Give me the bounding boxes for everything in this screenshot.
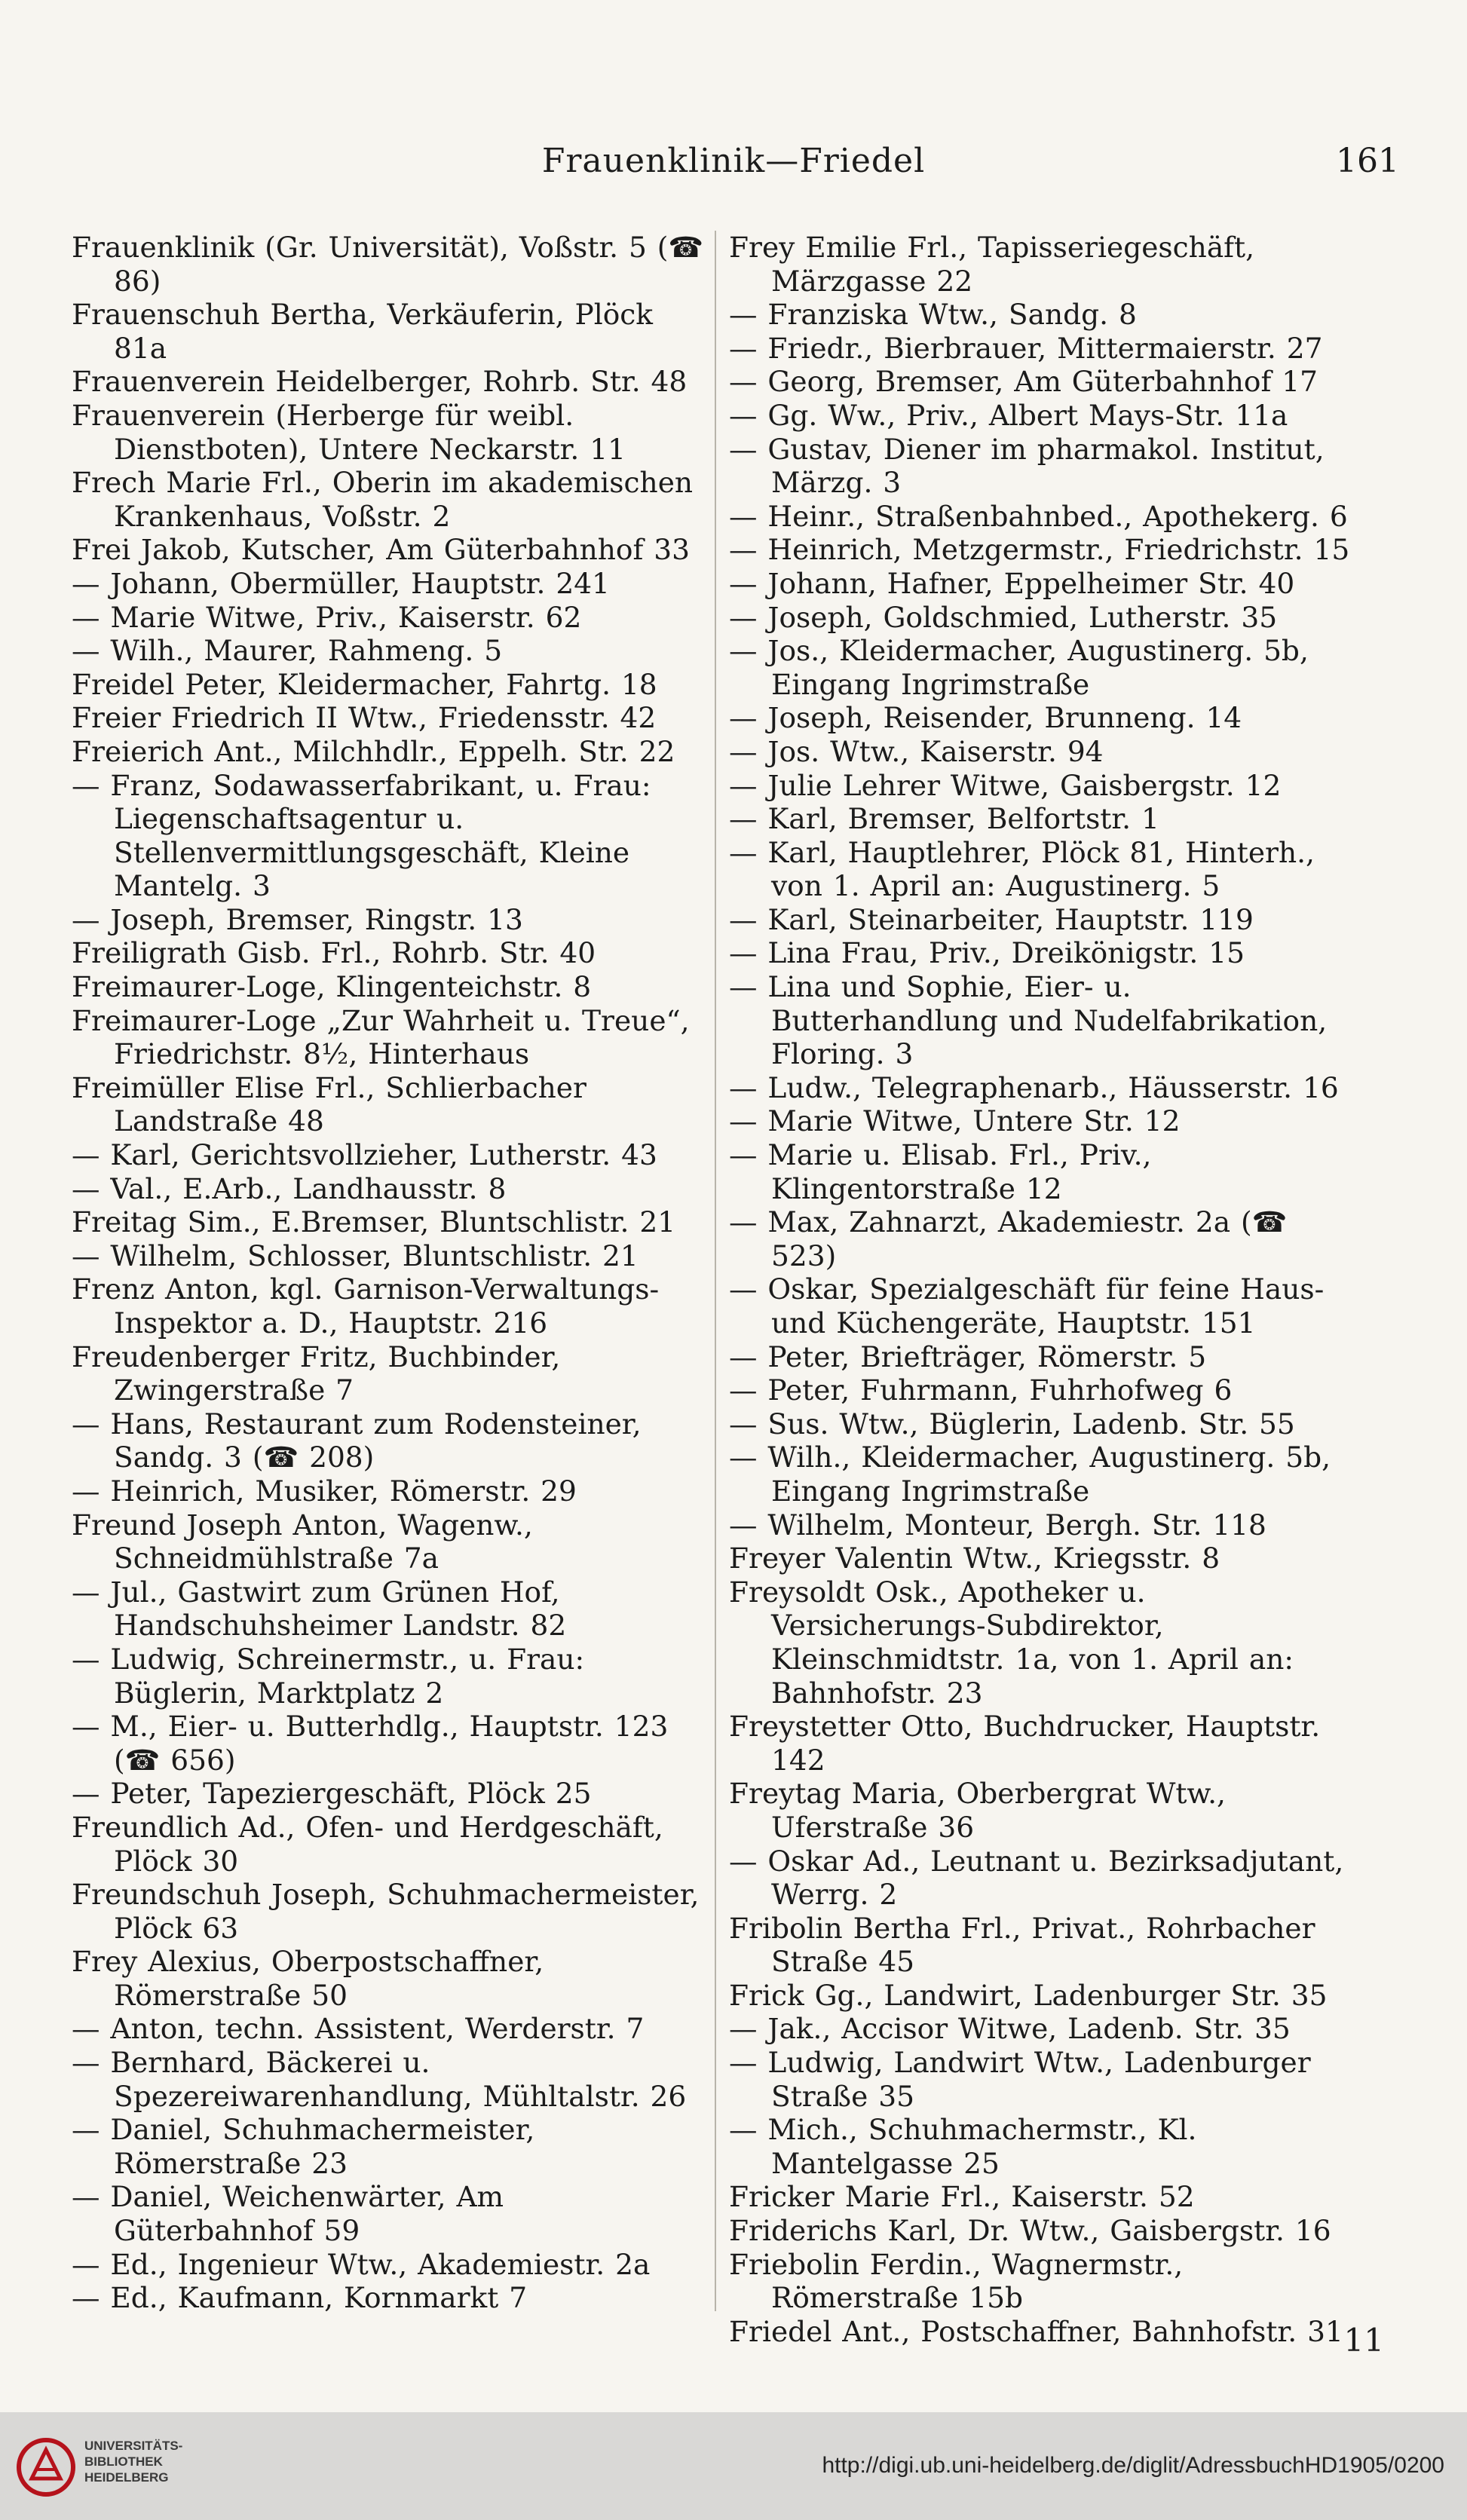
directory-entry: — Heinrich, Musiker, Römerstr. 29 bbox=[72, 1474, 577, 1508]
directory-entry: Freiligrath Gisb. Frl., Rohrb. Str. 40 bbox=[72, 936, 596, 970]
directory-entry: Freimüller Elise Frl., Schlierbacher Landstraße 48 bbox=[72, 1070, 586, 1138]
directory-entry: Frenz Anton, kgl. Garnison-Verwaltungs-Inspektor a. D., Hauptstr. 216 bbox=[72, 1272, 660, 1340]
column-divider bbox=[715, 231, 716, 2311]
directory-entry: — Ludwig, Landwirt Wtw., Ladenburger Straße 35 bbox=[729, 2046, 1311, 2113]
page-title: Frauenklinik—Friedel bbox=[541, 142, 926, 180]
directory-entry: Frauenklinik (Gr. Universität), Voßstr. 5 (☎ 86) bbox=[72, 231, 704, 298]
directory-entry: — Peter, Tapeziergeschäft, Plöck 25 bbox=[72, 1777, 592, 1811]
directory-entry: — Georg, Bremser, Am Güterbahnhof 17 bbox=[729, 365, 1318, 399]
directory-entry: — Joseph, Bremser, Ringstr. 13 bbox=[72, 902, 523, 936]
directory-entry: Freierich Ant., Milchhdlr., Eppelh. Str. 22 bbox=[72, 734, 675, 768]
library-name-line: UNIVERSITÄTS- bbox=[84, 2439, 183, 2453]
directory-entry: — Sus. Wtw., Büglerin, Ladenb. Str. 55 bbox=[729, 1407, 1295, 1441]
directory-entry: — Mich., Schuhmachermstr., Kl. Mantelgasse 25 bbox=[729, 2113, 1197, 2180]
directory-entry: — Karl, Hauptlehrer, Plöck 81, Hinterh., von 1. April an: Augustinerg. 5 bbox=[729, 835, 1315, 903]
directory-entry: Friebolin Ferdin., Wagnermstr., Römerstraße 15b bbox=[729, 2247, 1184, 2315]
directory-entry: — Friedr., Bierbrauer, Mittermaierstr. 27 bbox=[729, 331, 1323, 365]
directory-entry: — Marie u. Elisab. Frl., Priv., Klingentorstraße 12 bbox=[729, 1138, 1152, 1205]
page-number: 161 bbox=[1336, 142, 1399, 180]
directory-entry: — Max, Zahnarzt, Akademiestr. 2a (☎ 523) bbox=[729, 1205, 1288, 1272]
directory-entry: — Hans, Restaurant zum Rodensteiner, Sandg. 3 (☎ 208) bbox=[72, 1407, 642, 1474]
directory-entry: Frauenverein (Herberge für weibl. Dienstboten), Untere Neckarstr. 11 bbox=[72, 398, 626, 466]
directory-entry: — Peter, Fuhrmann, Fuhrhofweg 6 bbox=[729, 1373, 1233, 1407]
directory-entry: Freimaurer-Loge „Zur Wahrheit u. Treue“, Friedrichstr. 8½, Hinterhaus bbox=[72, 1003, 690, 1071]
directory-entry: Fricker Marie Frl., Kaiserstr. 52 bbox=[729, 2180, 1195, 2214]
directory-entry: Frauenverein Heidelberger, Rohrb. Str. 48 bbox=[72, 365, 688, 399]
directory-entry: Freytag Maria, Oberbergrat Wtw., Uferstraße 36 bbox=[729, 1777, 1226, 1844]
directory-entry: Frey Emilie Frl., Tapisseriegeschäft, Märzgasse 22 bbox=[729, 231, 1255, 298]
running-head bbox=[68, 142, 1399, 187]
directory-entry: Frech Marie Frl., Oberin im akademischen Krankenhaus, Voßstr. 2 bbox=[72, 466, 694, 533]
directory-entry: — Lina Frau, Priv., Dreikönigstr. 15 bbox=[729, 936, 1245, 970]
directory-entry: Freidel Peter, Kleidermacher, Fahrtg. 18 bbox=[72, 667, 657, 701]
directory-entry: — Daniel, Schuhmachermeister, Römerstraße 23 bbox=[72, 2113, 535, 2180]
directory-entry: — Ludwig, Schreinermstr., u. Frau: Büglerin, Marktplatz 2 bbox=[72, 1642, 585, 1710]
university-library-logo-icon bbox=[15, 2433, 77, 2501]
directory-entry: Frauenschuh Bertha, Verkäuferin, Plöck 81a bbox=[72, 298, 654, 365]
directory-entry: — Franz, Sodawasserfabrikant, u. Frau: Liegenschaftsagentur u. Stellenvermittlungsgeschäft, Kleine Mantelg. 3 bbox=[72, 768, 651, 903]
directory-entry: — Oskar, Spezialgeschäft für feine Haus- und Küchengeräte, Hauptstr. 151 bbox=[729, 1272, 1325, 1340]
directory-entry: — Franziska Wtw., Sandg. 8 bbox=[729, 298, 1137, 332]
directory-entry: Fribolin Bertha Frl., Privat., Rohrbacher Straße 45 bbox=[729, 1911, 1315, 1979]
directory-entry: — Ed., Ingenieur Wtw., Akademiestr. 2a bbox=[72, 2247, 651, 2281]
directory-entry: — Oskar Ad., Leutnant u. Bezirksadjutant, Werrg. 2 bbox=[729, 1844, 1344, 1912]
directory-entry: — Jos., Kleidermacher, Augustinerg. 5b, Eingang Ingrimstraße bbox=[729, 634, 1309, 701]
directory-entry: — Karl, Bremser, Belfortstr. 1 bbox=[729, 802, 1159, 836]
library-name-line: BIBLIOTHEK bbox=[84, 2454, 163, 2469]
directory-entry: — Marie Witwe, Priv., Kaiserstr. 62 bbox=[72, 600, 582, 634]
directory-entry: — Heinr., Straßenbahnbed., Apothekerg. 6 bbox=[729, 499, 1348, 533]
directory-entry: — Heinrich, Metzgermstr., Friedrichstr. 15 bbox=[729, 533, 1350, 567]
directory-entry: Frey Alexius, Oberpostschaffner, Römerstraße 50 bbox=[72, 1945, 544, 2012]
directory-entry: — Jak., Accisor Witwe, Ladenb. Str. 35 bbox=[729, 2012, 1291, 2046]
directory-entry: — Bernhard, Bäckerei u. Spezereiwarenhandlung, Mühltalstr. 26 bbox=[72, 2046, 687, 2113]
directory-entry: Freier Friedrich II Wtw., Friedensstr. 42 bbox=[72, 701, 657, 735]
directory-entry: — Gustav, Diener im pharmakol. Institut, Märzg. 3 bbox=[729, 432, 1325, 500]
library-name-line: HEIDELBERG bbox=[84, 2470, 169, 2485]
directory-entry: Freimaurer-Loge, Klingenteichstr. 8 bbox=[72, 970, 592, 1004]
directory-entry: — M., Eier- u. Butterhdlg., Hauptstr. 123 (☎ 656) bbox=[72, 1710, 669, 1777]
directory-entry: Frei Jakob, Kutscher, Am Güterbahnhof 33 bbox=[72, 533, 691, 567]
directory-entry: Friderichs Karl, Dr. Wtw., Gaisbergstr. 16 bbox=[729, 2214, 1331, 2248]
directory-entry: — Gg. Ww., Priv., Albert Mays-Str. 11a bbox=[729, 398, 1288, 432]
directory-entry: — Jul., Gastwirt zum Grünen Hof, Handschuhsheimer Landstr. 82 bbox=[72, 1575, 567, 1643]
directory-entry: — Johann, Obermüller, Hauptstr. 241 bbox=[72, 566, 610, 600]
source-url-link[interactable]: http://digi.ub.uni-heidelberg.de/diglit/AdressbuchHD1905/0200 bbox=[822, 2453, 1444, 2478]
directory-entry: — Anton, techn. Assistent, Werderstr. 7 bbox=[72, 2012, 645, 2046]
directory-entry: — Karl, Gerichtsvollzieher, Lutherstr. 43 bbox=[72, 1138, 657, 1172]
directory-entry: — Daniel, Weichenwärter, Am Güterbahnhof 59 bbox=[72, 2180, 504, 2248]
directory-entry: — Wilh., Kleidermacher, Augustinerg. 5b, Eingang Ingrimstraße bbox=[729, 1441, 1331, 1508]
directory-entry: — Karl, Steinarbeiter, Hauptstr. 119 bbox=[729, 902, 1254, 936]
directory-entry: Freysoldt Osk., Apotheker u. Versicherungs-Subdirektor, Kleinschmidtstr. 1a, von 1. April an: Bahnhofstr. 23 bbox=[729, 1575, 1294, 1710]
directory-entry: Freund Joseph Anton, Wagenw., Schneidmühlstraße 7a bbox=[72, 1508, 533, 1575]
directory-entry: — Joseph, Reisender, Brunneng. 14 bbox=[729, 701, 1242, 735]
directory-entry: Freyer Valentin Wtw., Kriegsstr. 8 bbox=[729, 1542, 1220, 1575]
directory-entry: — Julie Lehrer Witwe, Gaisbergstr. 12 bbox=[729, 768, 1282, 802]
directory-entry: — Wilh., Maurer, Rahmeng. 5 bbox=[72, 634, 503, 668]
directory-entry: — Wilhelm, Monteur, Bergh. Str. 118 bbox=[729, 1508, 1266, 1542]
directory-entry: — Ed., Kaufmann, Kornmarkt 7 bbox=[72, 2281, 528, 2315]
directory-entry: — Peter, Briefträger, Römerstr. 5 bbox=[729, 1340, 1207, 1373]
signature-mark: 11 bbox=[1343, 2322, 1384, 2359]
directory-entry: Frick Gg., Landwirt, Ladenburger Str. 35 bbox=[729, 1978, 1328, 2012]
directory-entry: — Joseph, Goldschmied, Lutherstr. 35 bbox=[729, 600, 1278, 634]
directory-entry: Freystetter Otto, Buchdrucker, Hauptstr. 142 bbox=[729, 1710, 1321, 1777]
directory-entry: Freudenberger Fritz, Buchbinder, Zwingerstraße 7 bbox=[72, 1340, 561, 1407]
left-column bbox=[72, 231, 705, 2315]
directory-entry: Freundschuh Joseph, Schuhmachermeister, Plöck 63 bbox=[72, 1878, 700, 1945]
directory-entry: — Lina und Sophie, Eier- u. Butterhandlung und Nudelfabrikation, Floring. 3 bbox=[729, 970, 1328, 1071]
directory-entry: — Jos. Wtw., Kaiserstr. 94 bbox=[729, 734, 1104, 768]
library-name bbox=[84, 2438, 182, 2485]
directory-entry: Friedel Ant., Postschaffner, Bahnhofstr. 31 bbox=[729, 2314, 1343, 2348]
directory-entry: Freundlich Ad., Ofen- und Herdgeschäft, Plöck 30 bbox=[72, 1810, 663, 1878]
right-column bbox=[729, 231, 1362, 2348]
directory-entry: — Ludw., Telegraphenarb., Häusserstr. 16 bbox=[729, 1070, 1339, 1104]
directory-entry: — Marie Witwe, Untere Str. 12 bbox=[729, 1104, 1181, 1138]
directory-entry: — Val., E.Arb., Landhausstr. 8 bbox=[72, 1171, 507, 1205]
directory-entry: — Johann, Hafner, Eppelheimer Str. 40 bbox=[729, 566, 1295, 600]
directory-entry: — Wilhelm, Schlosser, Bluntschlistr. 21 bbox=[72, 1239, 639, 1272]
directory-entry: Freitag Sim., E.Bremser, Bluntschlistr. 21 bbox=[72, 1205, 676, 1239]
